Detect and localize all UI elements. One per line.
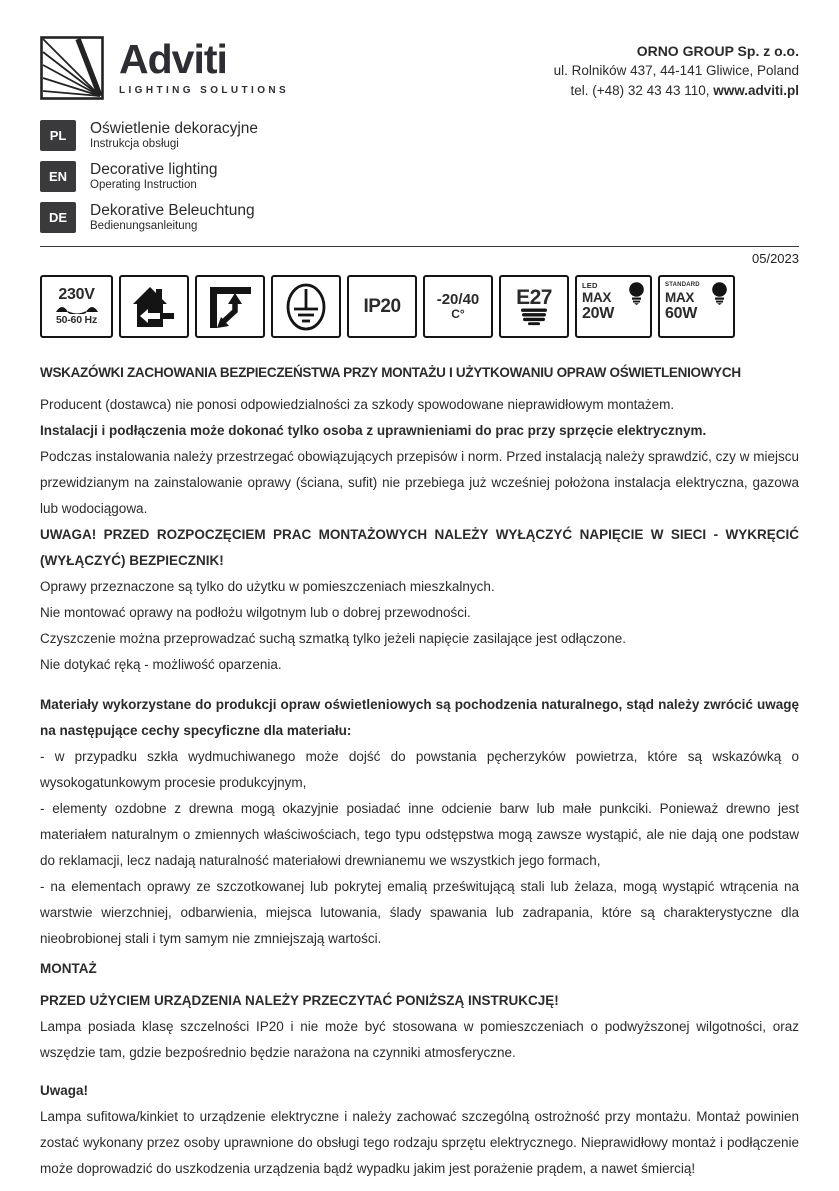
standard-max-power-icon: STANDARD MAX 60W [658,275,735,338]
company-website: www.adviti.pl [713,83,799,98]
e27-socket-icon: E27 [499,275,569,338]
wall-ceiling-mount-icon [195,275,265,338]
lang-title-en: Decorative lighting [90,161,218,178]
spec-icons-row [40,275,799,338]
language-row-pl [40,120,799,151]
adviti-logo-icon [40,36,104,105]
paragraph: Podczas instalowania należy przestrzegać obowiązujących przepisów i norm. Przed instalacją należy sprawdzić, czy w miejscu przewidzianym na zainstalowanie oprawy (ściana, sufit) nie przebiega już wcześniej położona instalacja elektryczna, gazowa lub wodociągowa. [40,449,799,516]
lang-subtitle-de: Bedienungsanleitung [90,220,198,232]
paragraph: Instalacji i podłączenia może dokonać tylko osoba z uprawnieniami do prac przy sprzęcie elektrycznym. [40,423,707,438]
lang-subtitle-en: Operating Instruction [90,179,197,191]
brand-tagline: LIGHTING SOLUTIONS [119,85,290,96]
language-row-en [40,161,799,192]
screw-base-glyph [519,308,549,326]
lang-title-de: Dekorative Beleuchtung [90,202,255,219]
materials-heading: Materiały wykorzystane do produkcji opraw oświetleniowych są pochodzenia naturalnego, stąd należy zwrócić uwagę na następujące cechy specyficzne dla materiału: [40,697,799,738]
brand-name: Adviti [119,36,227,82]
bulb-icon [628,282,645,305]
ac-voltage-icon: 230V 50-60 Hz [40,275,113,338]
divider-line [40,246,799,247]
paragraph: Oprawy przeznaczone są tylko do użytku w pomieszczeniach mieszkalnych. [40,579,495,594]
ip-rating-icon: IP20 [347,275,417,338]
indoor-use-icon [119,275,189,338]
safety-section-heading: WSKAZÓWKI ZACHOWANIA BEZPIECZEŃSTWA PRZY MONTAŻU I UŻYTKOWANIU OPRAW OŚWIETLENIOWYCH [40,365,741,380]
company-name: ORNO GROUP Sp. z o.o. [636,43,799,59]
bullet-paragraph: - w przypadku szkła wydmuchiwanego może dojść do powstania pęcherzyków powietrza, które są wskazówką o wysokogatunkowym procesie produkcyjnym, [40,749,799,790]
company-info [554,36,799,101]
bullet-paragraph: - elementy ozdobne z drewna mogą okazyjnie posiadać inne odcienie barw lub małe punkciki. Ponieważ drewno jest materiałem naturalnym o zmiennych właściwościach, tego typu odstępstwa mogą zawsze wystąpić, ale nie dają one podstaw do reklamacji, lecz nadają naturalność materiałowi drewnianemu we wszystkich jego formach, [40,801,799,868]
sine-wave-glyph [54,302,100,314]
lang-badge-pl: PL [40,120,76,151]
language-row-de [40,202,799,233]
lang-subtitle-pl: Instrukcja obsługi [90,138,179,150]
paragraph: Lampa sufitowa/kinkiet to urządzenie elektryczne i należy zachować szczególną ostrożność przy montażu. Montaż powinien zostać wykonany przez osoby uprawnione do obsługi tego rodzaju sprzętu elektrycznego. Nieprawidłowy montaż i podłączenie może doprowadzić do uszkodzenia urządzenia bądź wypadku jakim jest porażenie prądem, a nawet śmiercią! [40,1109,799,1176]
lang-title-pl: Oświetlenie dekoracyjne [90,120,259,137]
warning-paragraph: UWAGA! PRZED ROZPOCZĘCIEM PRAC MONTAŻOWYCH NALEŻY WYŁĄCZYĆ NAPIĘCIE W SIECI - WYKRĘCIĆ (WYŁĄCZYĆ) BEZPIECZNIK! [40,527,799,568]
header [40,36,799,105]
bullet-paragraph: - na elementach oprawy ze szczotkowanej lub pokrytej emalią prześwitującą stali lub żelaza, mogą wystąpić wtrącenia na warstwie wierzchniej, odbarwienia, miejsca lutowania, ślady spawania lub zadrapania, które są charakterystyczne dla nieobrobionej stali i tym samym nie zmniejszają wartości. [40,879,799,946]
read-instruction-heading: PRZED UŻYCIEM URZĄDZENIA NALEŻY PRZECZYTAĆ PONIŻSZĄ INSTRUKCJĘ! [40,993,559,1008]
company-phone-web [554,81,799,101]
paragraph: Nie dotykać ręką - możliwość oparzenia. [40,657,282,672]
company-phone: tel. (+48) 32 43 43 110, [570,83,714,98]
montaz-section-heading: MONTAŻ [40,961,97,976]
lang-badge-de: DE [40,202,76,233]
paragraph: Czyszczenie można przeprowadzać suchą szmatką tylko jeżeli napięcie zasilające jest odłączone. [40,631,627,646]
revision-date: 05/2023 [752,251,799,266]
paragraph: Nie montować oprawy na podłożu wilgotnym lub o dobrej przewodności. [40,605,471,620]
lang-badge-en: EN [40,161,76,192]
brand-logo [40,36,289,105]
language-list [40,120,799,233]
bulb-icon [711,282,728,305]
uwaga-heading: Uwaga! [40,1083,89,1098]
protective-earth-icon [271,275,341,338]
led-max-power-icon: LED MAX 20W [575,275,652,338]
paragraph: Lampa posiada klasę szczelności IP20 i nie może być stosowana w pomieszczeniach o podwyższonej wilgotności, oraz wszędzie tam, gdzie bezpośrednio będzie narażona na czynniki atmosferyczne. [40,1019,799,1060]
document-body [40,360,799,1182]
temperature-range-icon: -20/40 C° [423,275,493,338]
paragraph: Producent (dostawca) nie ponosi odpowiedzialności za szkody spowodowane nieprawidłowym montażem. [40,397,675,412]
company-address: ul. Rolników 437, 44-141 Gliwice, Poland [553,63,799,78]
